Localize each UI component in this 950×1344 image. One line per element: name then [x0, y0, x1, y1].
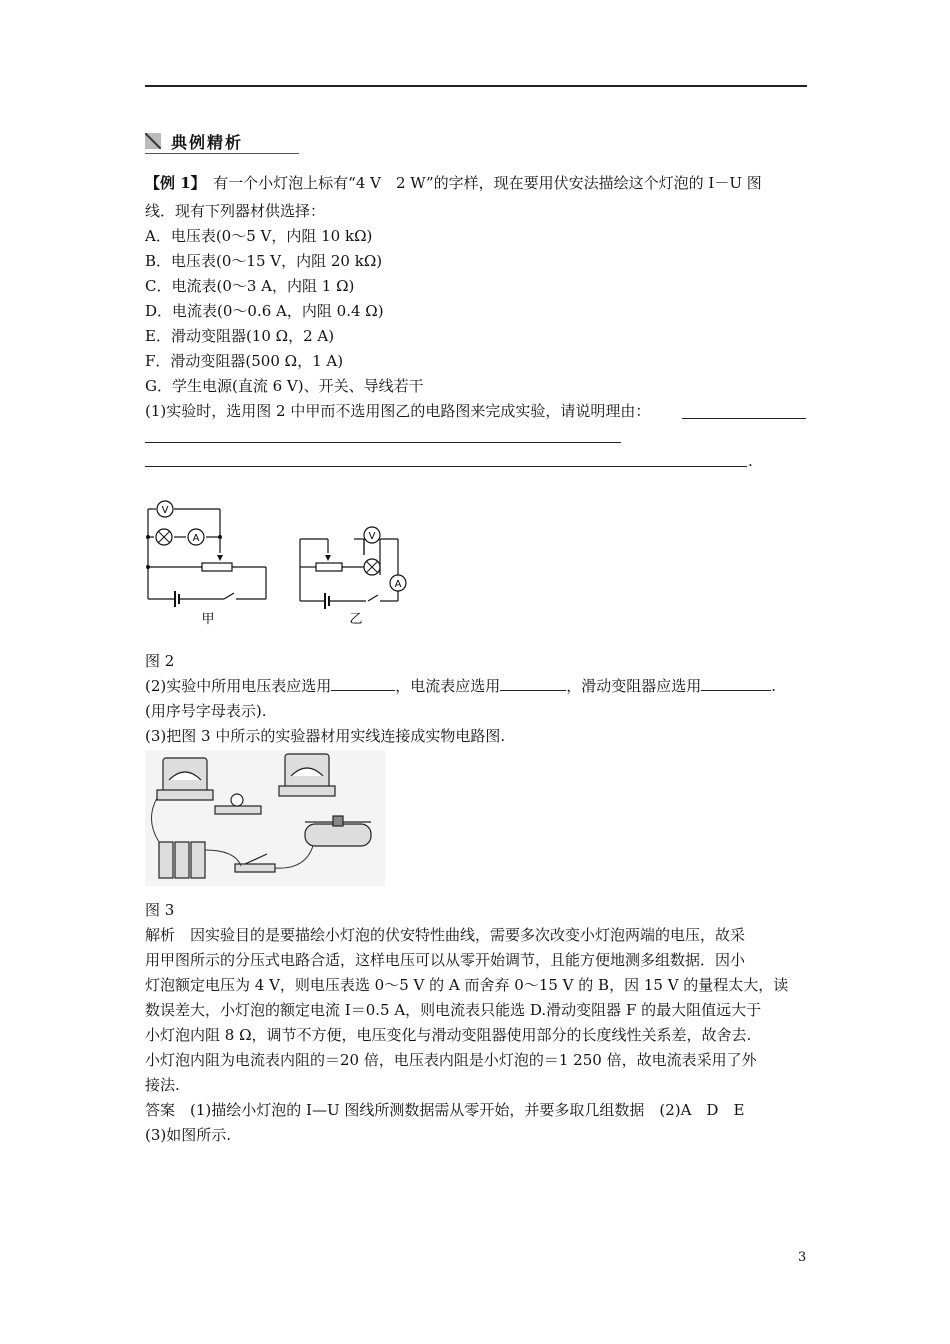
- lamp-apparatus: [215, 806, 261, 814]
- option-g: G．学生电源(直流 6 V)、开关、导线若干: [145, 377, 424, 395]
- option-f: F．滑动变阻器(500 Ω，1 A): [145, 352, 344, 370]
- text-line: 线．现有下列器材供选择：: [145, 202, 326, 220]
- analysis-line: 数误差大，小灯泡的额定电流 I＝0.5 A，则电流表只能选 D.滑动变阻器 F 的最大阻值远大于: [145, 1001, 762, 1019]
- figure-3-apparatus: [145, 750, 385, 886]
- svg-text:V: V: [161, 505, 169, 516]
- question-3: (3)把图 3 中所示的实验器材用实线连接成实物电路图.: [145, 727, 506, 745]
- option-a: A．电压表(0～5 V，内阻 10 kΩ): [145, 227, 373, 245]
- analysis-line: 小灯泡内阻为电流表内阻的＝20 倍，电压表内阻是小灯泡的＝1 250 倍，故电流表采用了外: [145, 1051, 757, 1069]
- voltmeter-icon: [364, 527, 380, 543]
- voltmeter-icon: [157, 501, 173, 517]
- svg-text:V: V: [368, 531, 376, 542]
- page-number: 3: [798, 1250, 807, 1265]
- figure-3-caption: 图 3: [145, 901, 175, 919]
- answer-blank[interactable]: [145, 466, 747, 467]
- header-rule: [145, 85, 807, 87]
- circuit-label-jia: 甲: [201, 612, 215, 627]
- question-2: (2)实验中所用电压表应选用 ，电流表应选用 ，滑动变阻器应选用 .: [145, 677, 777, 695]
- answer-blank[interactable]: [682, 418, 806, 419]
- example-line-1: 【例 1】 有一个小灯泡上标有“4 V 2 W”的字样，现在要用伏安法描绘这个灯泡的 I－U 图: [145, 174, 762, 192]
- example-tag: 【例 1】: [145, 174, 199, 192]
- option-e: E．滑动变阻器(10 Ω，2 A): [145, 327, 335, 345]
- analysis-line: 小灯泡内阻 8 Ω，调节不方便，电压变化与滑动变阻器使用部分的长度线性关系差，故舍去.: [145, 1026, 752, 1044]
- battery-apparatus: [159, 842, 173, 878]
- answer-blank[interactable]: [701, 676, 771, 691]
- analysis-line: 灯泡额定电压为 4 V，则电压表选 0～5 V 的 A 而舍弃 0～15 V 的 B，因 15 V 的量程太大，读: [145, 976, 789, 994]
- answer-blank[interactable]: [500, 676, 566, 691]
- svg-text:A: A: [192, 533, 200, 544]
- rheostat-apparatus: [305, 824, 371, 846]
- answer-line: 答案 (1)描绘小灯泡的 I—U 图线所测数据需从零开始，并要多取几组数据 (2)A D E: [145, 1101, 745, 1119]
- figure-2-caption: 图 2: [145, 652, 175, 670]
- analysis-line: 用甲图所示的分压式电路合适，这样电压可以从零开始调节，且能方便地测多组数据．因小: [145, 951, 746, 969]
- lamp-icon: [364, 559, 380, 575]
- blank-period: .: [748, 452, 753, 470]
- answer-blank[interactable]: [331, 676, 395, 691]
- ammeter-icon: [188, 529, 204, 545]
- question-1: (1)实验时，选用图 2 中甲而不选用图乙的电路图来完成实验，请说明理由：: [145, 402, 651, 420]
- answer-line: (3)如图所示.: [145, 1126, 232, 1144]
- ammeter-icon: [390, 575, 406, 591]
- question-2-note: (用序号字母表示).: [145, 702, 267, 720]
- heading-marker-icon: [145, 133, 161, 149]
- analysis-line: 接法.: [145, 1076, 180, 1094]
- option-d: D．电流表(0～0.6 A，内阻 0.4 Ω): [145, 302, 384, 320]
- svg-text:A: A: [394, 579, 402, 590]
- circuit-label-yi: 乙: [349, 612, 363, 627]
- section-title: 典例精析: [171, 133, 244, 152]
- option-c: C．电流表(0～3 A，内阻 1 Ω): [145, 277, 355, 295]
- lamp-icon: [156, 529, 172, 545]
- figure-2-circuits: [140, 495, 420, 635]
- option-b: B．电压表(0～15 V，内阻 20 kΩ): [145, 252, 383, 270]
- answer-blank[interactable]: [145, 442, 621, 443]
- section-heading: [145, 129, 299, 155]
- analysis-line: 解析 因实验目的是要描绘小灯泡的伏安特性曲线，需要多次改变小灯泡两端的电压，故采: [145, 926, 746, 944]
